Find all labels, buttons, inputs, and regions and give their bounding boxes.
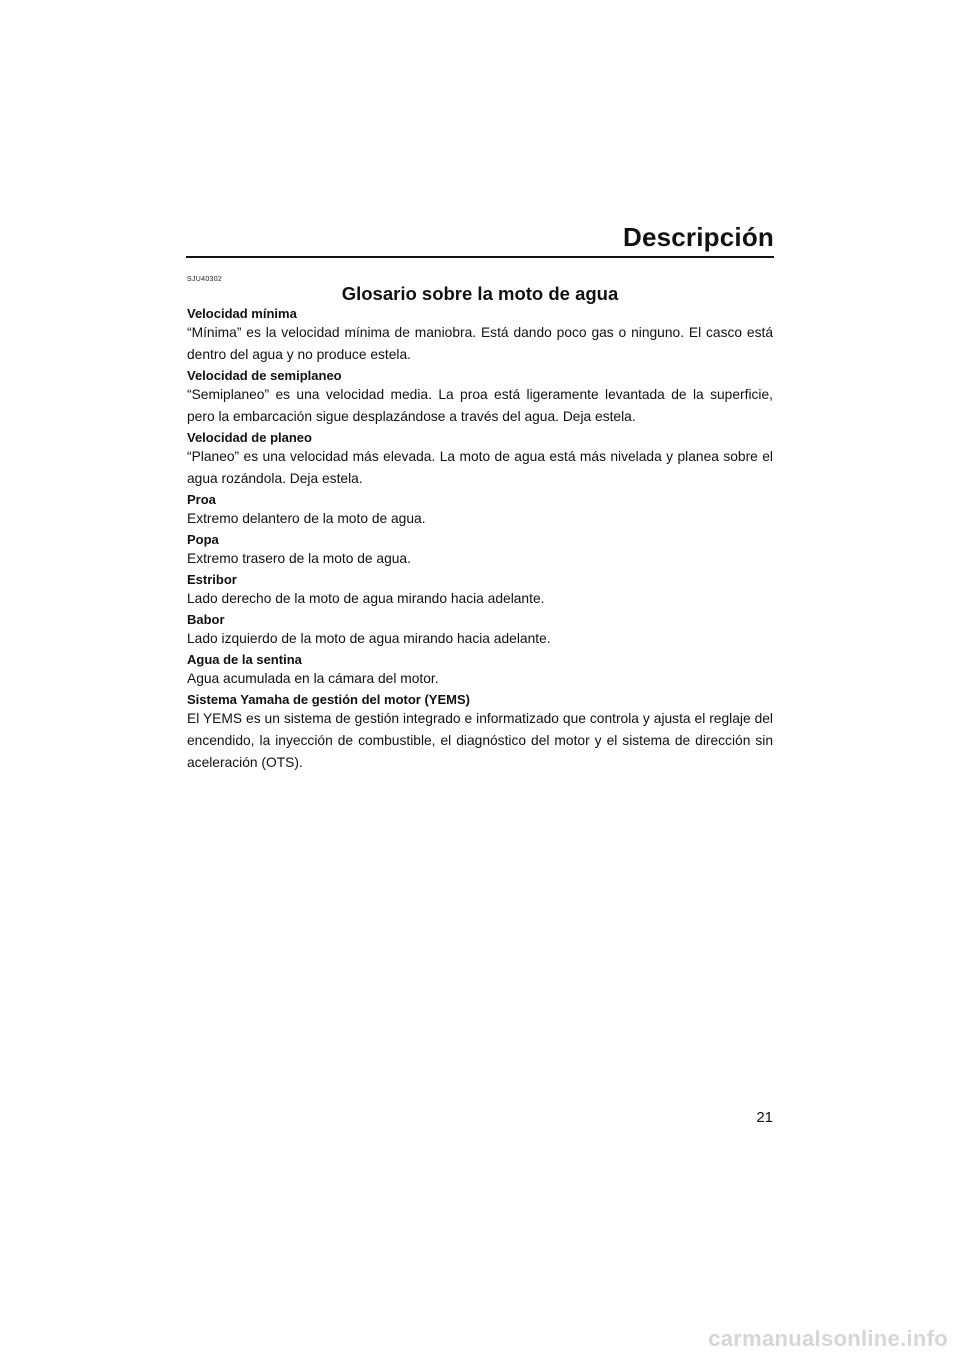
glossary-term: Velocidad mínima — [187, 306, 297, 321]
page-header-title: Descripción — [622, 222, 774, 252]
section-title: Glosario sobre la moto de agua — [341, 283, 619, 304]
glossary-entry — [187, 652, 773, 690]
glossary-definition: Lado derecho de la moto de agua mirando hacia adelante. — [187, 591, 545, 606]
glossary-definition: Extremo trasero de la moto de agua. — [187, 551, 411, 566]
glossary-definition: “Mínima” es la velocidad mínima de maniobra. Está dando poco gas o ninguno. El casco está dentro del agua y no produce estela. — [187, 325, 773, 362]
glossary-term: Babor — [187, 612, 225, 627]
glossary-definition: El YEMS es un sistema de gestión integrado e informatizado que controla y ajusta el reglaje del encendido, la inyección de combustible, el diagnóstico del motor y el sistema de dirección sin aceleración (OTS). — [187, 711, 773, 770]
glossary-entry — [187, 612, 773, 650]
glossary-term: Agua de la sentina — [187, 652, 302, 667]
glossary-term: Velocidad de semiplaneo — [187, 368, 342, 383]
document-code: SJU40302 — [187, 276, 223, 283]
glossary-entry — [187, 368, 773, 428]
glossary-entry — [187, 572, 773, 610]
glossary-definition: Agua acumulada en la cámara del motor. — [187, 671, 439, 686]
glossary-entry — [187, 532, 773, 570]
glossary-definition: Extremo delantero de la moto de agua. — [187, 511, 426, 526]
glossary-term: Estribor — [187, 572, 237, 587]
glossary-entry — [187, 430, 773, 490]
glossary-definition: “Planeo” es una velocidad más elevada. La moto de agua está más nivelada y planea sobre el agua rozándola. Deja estela. — [187, 449, 773, 486]
glossary-term: Sistema Yamaha de gestión del motor (YEMS) — [187, 692, 470, 707]
glossary-definition: “Semiplaneo” es una velocidad media. La proa está ligeramente levantada de la superficie, pero la embarcación sigue desplazándose a través del agua. Deja estela. — [187, 387, 773, 424]
glossary-term: Popa — [187, 532, 219, 547]
glossary-entry — [187, 692, 773, 774]
page-number: 21 — [756, 1109, 773, 1126]
glossary-term: Proa — [187, 492, 216, 507]
glossary-list — [187, 306, 773, 776]
glossary-entry — [187, 492, 773, 530]
page-header — [186, 222, 774, 258]
watermark-text: carmanualsonline.info — [708, 1326, 948, 1351]
glossary-definition: Lado izquierdo de la moto de agua mirando hacia adelante. — [187, 631, 551, 646]
glossary-entry — [187, 306, 773, 366]
footer-watermark — [0, 1324, 960, 1358]
glossary-term: Velocidad de planeo — [187, 430, 312, 445]
